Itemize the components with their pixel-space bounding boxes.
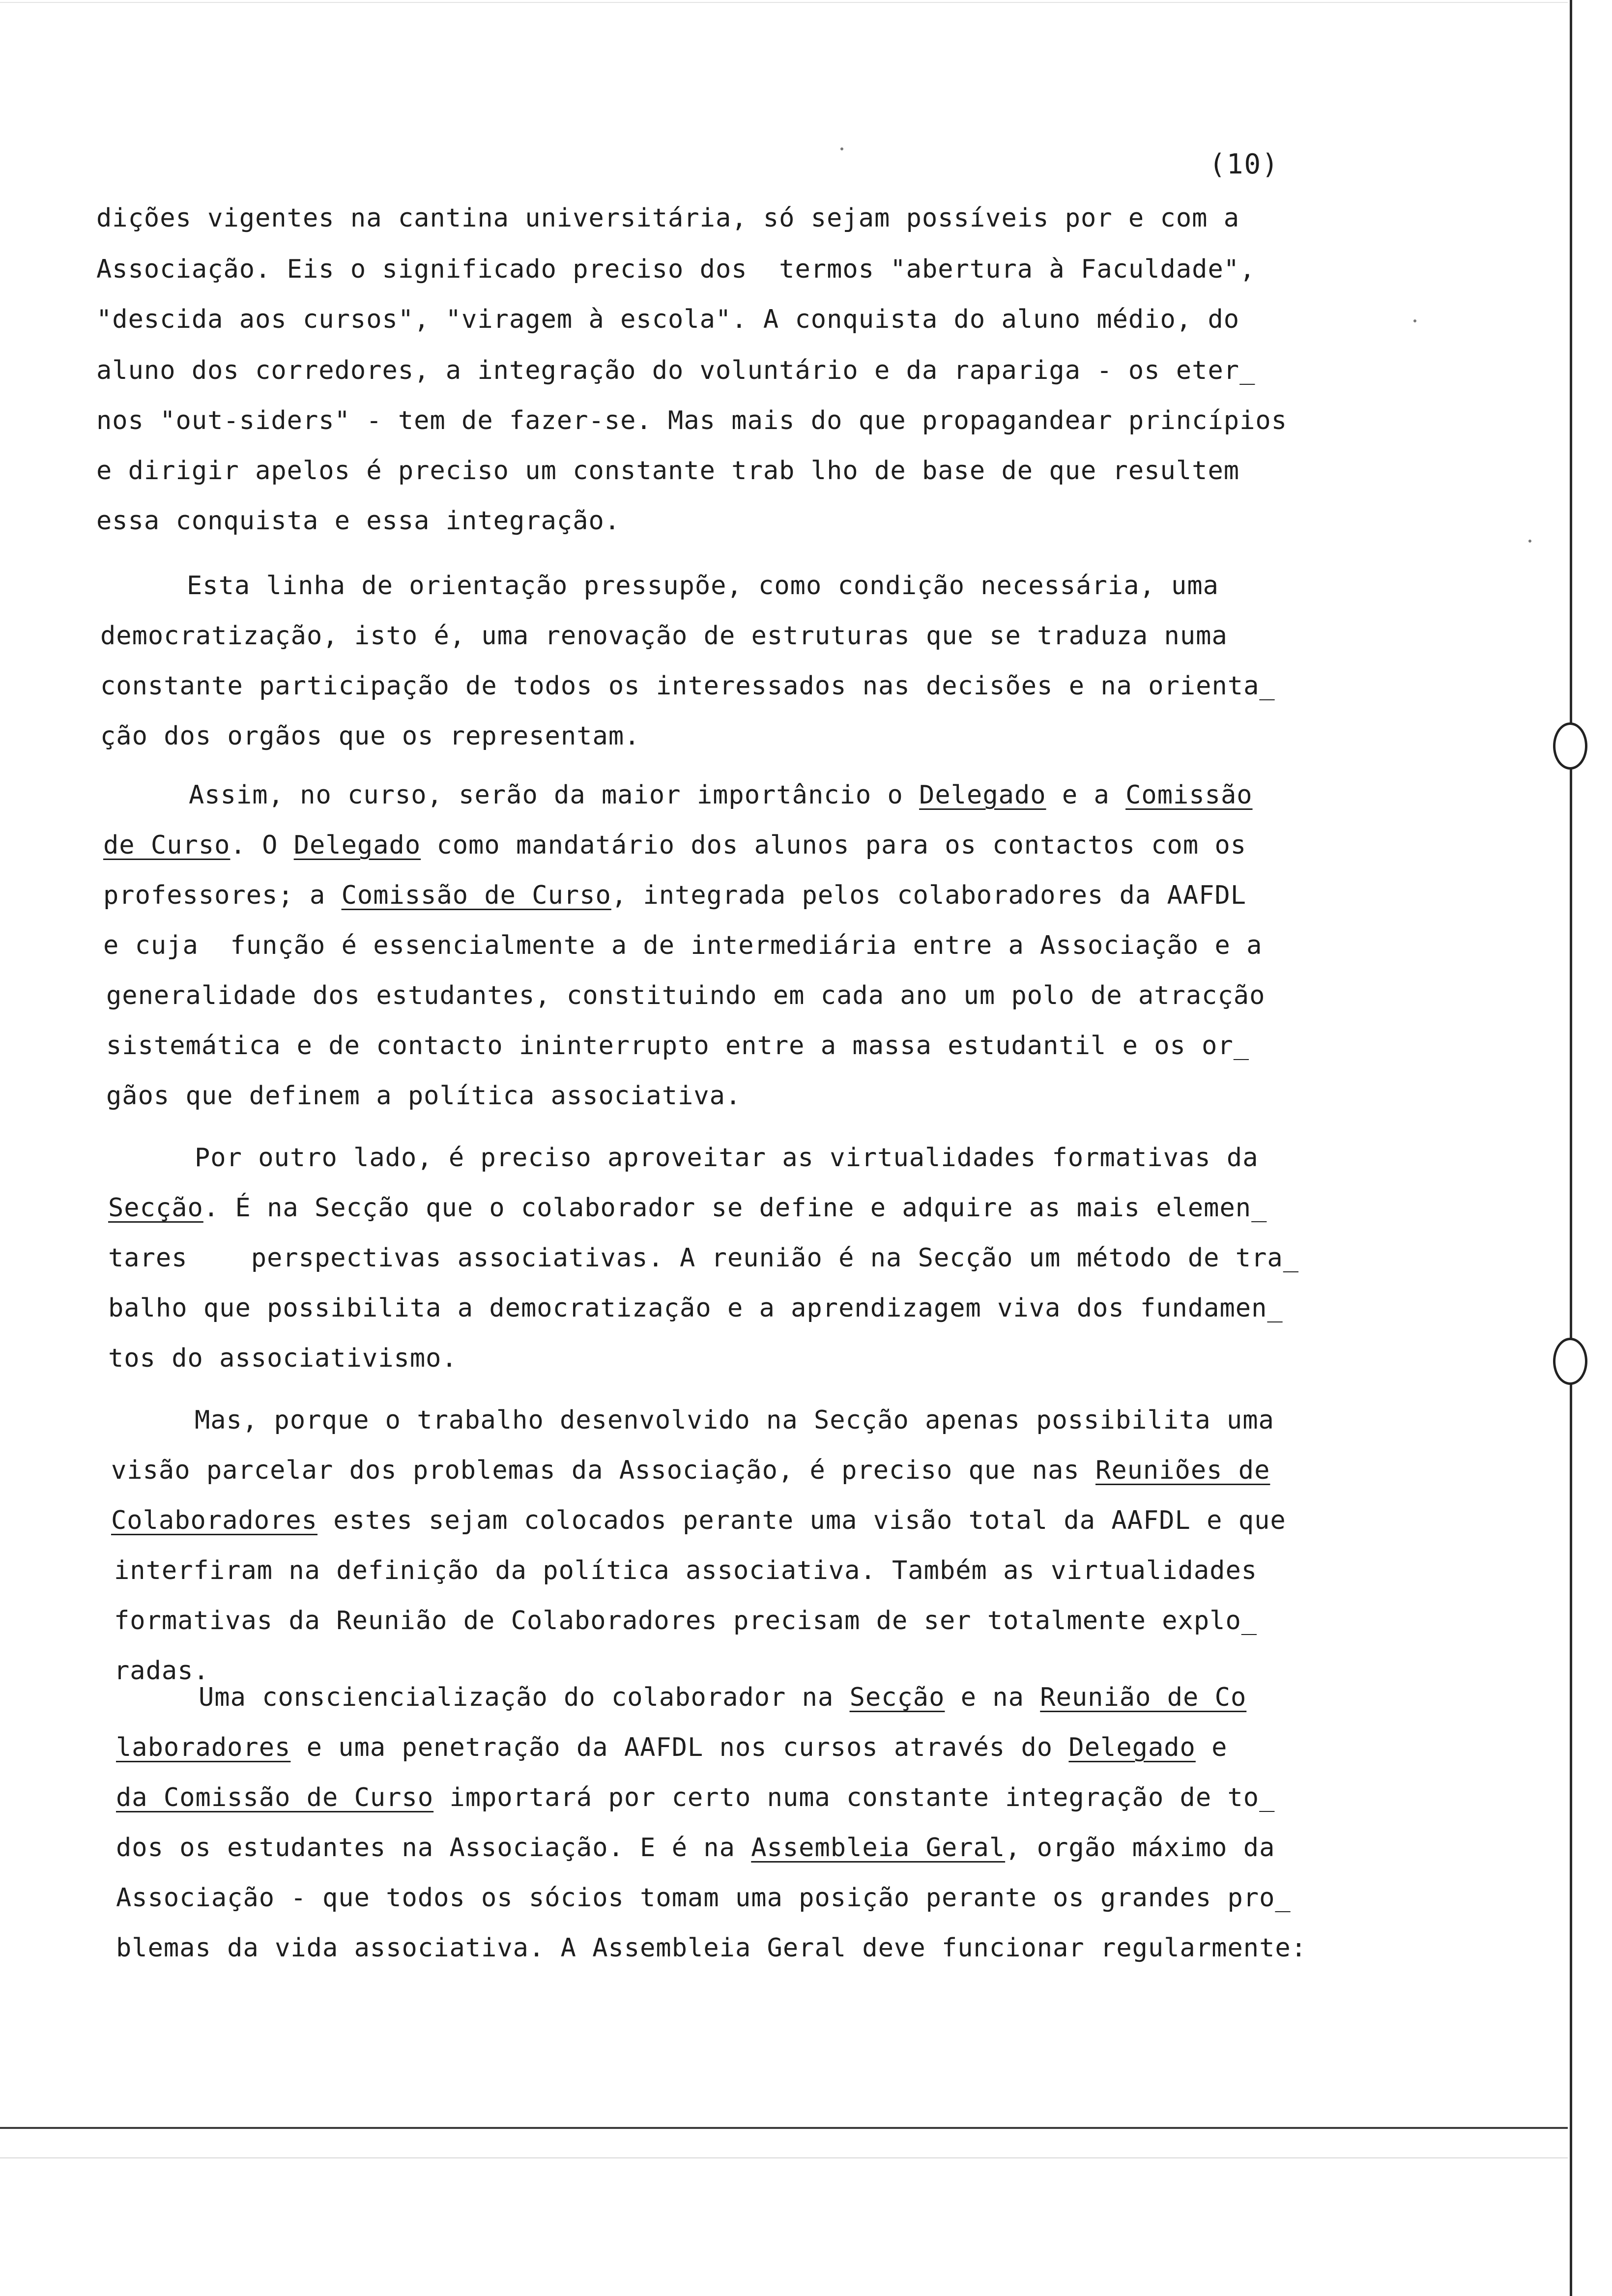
text-run: Assim, no curso, serão da maior importâncio o — [189, 780, 920, 810]
text-run: Por outro lado, é preciso aproveitar as virtualidades formativas da — [195, 1143, 1259, 1173]
text-run: . O — [230, 831, 294, 860]
punch-hole — [1553, 722, 1587, 770]
text-line — [100, 623, 1228, 649]
text-run: gãos que definem a política associativa. — [106, 1081, 742, 1111]
underlined-term: da Comissão de Curso — [116, 1783, 434, 1812]
text-run: Associação - que todos os sócios tomam uma posição perante os grandes pro_ — [116, 1883, 1291, 1913]
text-run: estes sejam colocados perante uma visão total da AAFDL e que — [317, 1506, 1286, 1535]
text-line — [106, 1083, 741, 1109]
text-line — [100, 723, 640, 749]
underlined-term: laboradores — [116, 1733, 291, 1762]
text-run: blemas da vida associativa. A Assembleia Geral deve funcionar regularmente: — [116, 1933, 1307, 1963]
underlined-term: Reunião de Co — [1040, 1683, 1247, 1712]
footer-rule — [0, 2127, 1568, 2129]
top-scan-line — [0, 2, 1568, 3]
text-run: nos "out-siders" - tem de fazer-se. Mas mais do que propagandear princípios — [96, 406, 1287, 435]
text-run: e uma penetração da AAFDL nos cursos através do — [290, 1733, 1069, 1762]
text-line — [96, 257, 1255, 282]
text-line — [116, 1935, 1307, 1961]
text-run: , orgão máximo da — [1005, 1833, 1275, 1863]
text-line — [96, 205, 1239, 231]
text-line — [96, 508, 620, 534]
text-line — [103, 832, 1246, 858]
text-run: Associação. Eis o significado preciso dos termos "abertura à Faculdade", — [96, 255, 1256, 284]
text-run: generalidade dos estudantes, constituindo em cada ano um polo de atracção — [106, 981, 1266, 1010]
scan-speck — [840, 147, 843, 150]
text-run: formativas da Reunião de Colaboradores precisam de ser totalmente explo_ — [114, 1606, 1258, 1636]
text-run: "descida aos cursos", "viragem à escola". A conquista do aluno médio, do — [96, 305, 1240, 334]
text-run: visão parcelar dos problemas da Associação, é preciso que nas — [111, 1456, 1096, 1485]
text-run: professores; a — [103, 881, 342, 910]
page-number: (10) — [1209, 148, 1279, 180]
text-run: interfiram na definição da política associativa. Também as virtualidades — [114, 1556, 1258, 1585]
underlined-term: Assembleia Geral — [751, 1833, 1006, 1863]
text-line — [195, 1407, 1274, 1433]
text-run: . É na Secção que o colaborador se define e adquire as mais elemen_ — [203, 1193, 1267, 1223]
underlined-term: de Curso — [103, 831, 230, 860]
underlined-term: Comissão — [1125, 780, 1253, 810]
text-line — [106, 1033, 1249, 1059]
text-run: e — [1195, 1733, 1228, 1762]
text-line — [189, 782, 1253, 808]
text-line — [114, 1658, 209, 1684]
text-line — [100, 673, 1275, 699]
text-line — [111, 1508, 1286, 1533]
text-run: e cuja função é essencialmente a de intermediária entre a Associação e a — [103, 931, 1263, 960]
text-run: e a — [1046, 780, 1126, 810]
text-line — [96, 458, 1239, 484]
text-run: Uma consciencialização do colaborador na — [199, 1683, 850, 1712]
punch-hole — [1553, 1338, 1587, 1385]
text-line — [116, 1835, 1275, 1861]
text-run: importará por certo numa constante integração de to_ — [433, 1783, 1275, 1812]
text-line — [108, 1245, 1299, 1271]
text-line — [103, 933, 1262, 958]
text-line — [96, 358, 1255, 383]
text-run: sistemática e de contacto ininterrupto entre a massa estudantil e os or_ — [106, 1031, 1250, 1061]
underlined-term: Reuniões de — [1095, 1456, 1270, 1485]
text-run: aluno dos corredores, a integração do voluntário e da rapariga - os eter_ — [96, 356, 1256, 385]
text-run: dos os estudantes na Associação. E é na — [116, 1833, 751, 1863]
text-line — [187, 573, 1219, 599]
text-line — [199, 1685, 1246, 1710]
text-run: dições vigentes na cantina universitária, só sejam possíveis por e com a — [96, 203, 1240, 233]
text-run: tares perspectivas associativas. A reunião é na Secção um método de tra_ — [108, 1243, 1299, 1273]
text-line — [96, 408, 1287, 433]
text-run: Esta linha de orientação pressupõe, como condição necessária, uma — [187, 571, 1219, 601]
text-run: essa conquista e essa integração. — [96, 506, 621, 536]
text-line — [111, 1458, 1270, 1483]
underlined-term: Comissão de Curso — [341, 881, 611, 910]
underlined-term: Colaboradores — [111, 1506, 317, 1535]
text-line — [114, 1558, 1257, 1583]
underlined-term: Delegado — [1068, 1733, 1196, 1762]
text-line — [116, 1785, 1275, 1810]
page-border-right — [1570, 0, 1572, 2296]
text-run: ção dos orgãos que os representam. — [100, 721, 640, 751]
text-run: e dirigir apelos é preciso um constante trab lho de base de que resultem — [96, 456, 1240, 486]
text-line — [108, 1195, 1267, 1221]
scan-speck — [1528, 540, 1531, 543]
underlined-term: Secção — [108, 1193, 203, 1223]
text-run: democratização, isto é, uma renovação de estruturas que se traduza numa — [100, 621, 1228, 651]
text-run: radas. — [114, 1656, 209, 1686]
text-line — [106, 983, 1265, 1008]
scan-speck — [1413, 319, 1416, 322]
footer-scan-line — [0, 2157, 1568, 2158]
text-run: constante participação de todos os interessados nas decisões e na orienta_ — [100, 671, 1275, 701]
underlined-term: Delegado — [919, 780, 1046, 810]
text-run: e na — [945, 1683, 1040, 1712]
text-line — [116, 1885, 1291, 1911]
text-line — [114, 1608, 1257, 1634]
text-run: Mas, porque o trabalho desenvolvido na Secção apenas possibilita uma — [195, 1406, 1274, 1435]
text-line — [96, 307, 1239, 332]
text-run: tos do associativismo. — [108, 1344, 458, 1373]
text-run: como mandatário dos alunos para os contactos com os — [421, 831, 1247, 860]
text-run: , integrada pelos colaboradores da AAFDL — [611, 881, 1247, 910]
text-line — [108, 1346, 458, 1371]
underlined-term: Delegado — [293, 831, 421, 860]
text-line — [195, 1145, 1259, 1171]
underlined-term: Secção — [849, 1683, 945, 1712]
text-line — [108, 1295, 1283, 1321]
text-line — [116, 1735, 1227, 1760]
text-run: balho que possibilita a democratização e a aprendizagem viva dos fundamen_ — [108, 1293, 1283, 1323]
text-line — [103, 883, 1246, 908]
